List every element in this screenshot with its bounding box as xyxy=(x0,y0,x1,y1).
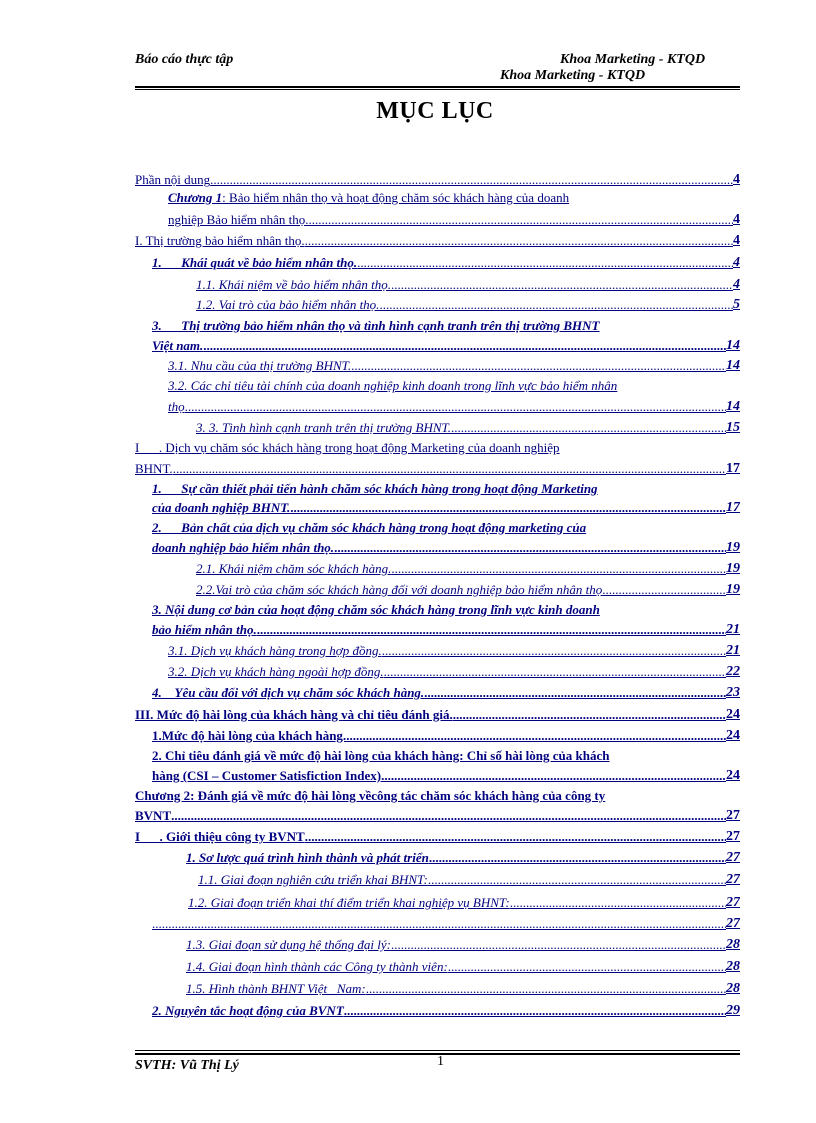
toc-entry[interactable]: 2.2.Vai trò của chăm sóc khách hàng đối với doanh nghiệp bảo hiểm nhân thọ ..... 19 xyxy=(168,581,740,599)
header-right-repeat: Khoa Marketing - KTQD xyxy=(500,68,646,83)
toc-entry[interactable]: 1.4. Giai đoạn hình thành các Công ty thành viên: ..... 28 xyxy=(152,958,740,976)
toc-entry[interactable]: nghiệp Bảo hiểm nhân thọ. ..... 4 xyxy=(168,211,740,229)
toc-entry[interactable]: 1.3. Giai đoạn sử dụng hệ thống đại lý: ..... 28 xyxy=(152,936,740,954)
toc-entry[interactable]: 2. Bản chất của dịch vụ chăm sóc khách hàng trong hoạt động marketing của xyxy=(152,520,587,535)
footer-author: SVTH: Vũ Thị Lý xyxy=(135,1058,239,1073)
header-left: Báo cáo thực tập xyxy=(135,52,234,67)
toc-entry[interactable]: BHNT. ..... 17 xyxy=(135,460,740,478)
toc-entry[interactable]: Phần nội dung ..... 4 xyxy=(135,171,740,189)
toc-entry[interactable]: 2. Chỉ tiêu đánh giá về mức độ hài lòng của khách hàng: Chỉ số hài lòng của khách xyxy=(152,748,610,763)
toc-entry[interactable]: 1.1. Khái niệm về bảo hiểm nhân thọ. ..... 4 xyxy=(168,276,740,294)
toc-entry[interactable]: 1.1. Giai đoạn nghiên cứu triển khai BHNT: ..... 27 xyxy=(152,871,740,889)
toc-entry[interactable]: 1. Sự cần thiết phải tiến hành chăm sóc khách hàng trong hoạt động Marketing xyxy=(152,481,598,496)
footer-rule-thin xyxy=(135,1050,740,1051)
toc-entry[interactable]: 3.2. Dịch vụ khách hàng ngoài hợp đồng. ..... 22 xyxy=(168,663,740,681)
page-title: MỤC LỤC xyxy=(376,98,494,124)
toc-entry[interactable]: thọ ..... 14 xyxy=(168,398,740,416)
toc-entry[interactable]: 3.2. Các chỉ tiêu tài chính của doanh nghiệp kinh doanh trong lĩnh vực bảo hiểm nhân xyxy=(168,378,618,393)
toc-entry[interactable]: Chương 1: Bảo hiểm nhân thọ và hoạt động chăm sóc khách hàng của doanh xyxy=(168,190,570,205)
toc-entry[interactable]: 3.1. Nhu cầu của thị trường BHNT. ..... 14 xyxy=(168,357,740,375)
toc-entry[interactable]: 1.Mức độ hài lòng của khách hàng. ..... 24 xyxy=(152,727,740,745)
page-number: 1 xyxy=(437,1054,444,1069)
toc-entry[interactable]: bảo hiểm nhân thọ. ..... 21 xyxy=(152,621,740,639)
toc-entry[interactable]: hàng (CSI – Customer Satisfiction Index) ..... 24 xyxy=(152,767,740,785)
toc-entry[interactable]: Chương 2: Đánh giá về mức độ hài lòng vềcông tác chăm sóc khách hàng của công ty xyxy=(135,788,606,803)
toc-entry[interactable]: 1.5. Hình thành BHNT Việt Nam: ..... 28 xyxy=(152,980,740,998)
toc-entry[interactable]: III. Mức độ hài lòng của khách hàng và chỉ tiêu đánh giá. ..... 24 xyxy=(135,706,740,724)
toc-entry[interactable]: I . Giới thiệu công ty BVNT ..... 27 xyxy=(135,828,740,846)
toc-entry[interactable]: I. Thị trường bảo hiểm nhân thọ. ..... 4 xyxy=(135,232,740,250)
toc-entry[interactable]: 3.1. Dịch vụ khách hàng trong hợp đồng. ..... 21 xyxy=(168,642,740,660)
toc-entry[interactable]: 3. Nội dung cơ bản của hoạt động chăm sóc khách hàng trong lĩnh vực kinh doanh xyxy=(152,602,600,617)
toc-entry[interactable]: 3. 3. Tình hình cạnh tranh trên thị trường BHNT. ..... 15 xyxy=(168,419,740,437)
toc-entry[interactable]: 1.2. Vai trò của bảo hiểm nhân thọ. ..... 5 xyxy=(168,296,740,314)
toc-entry[interactable]: 2. Nguyên tắc hoạt động của BVNT ..... 29 xyxy=(152,1002,740,1020)
toc-entry[interactable]: của doanh nghiệp BHNT. ..... 17 xyxy=(152,499,740,517)
header-right: Khoa Marketing - KTQD xyxy=(560,52,706,67)
toc-entry[interactable]: BVNT ..... 27 xyxy=(135,807,740,825)
toc-entry[interactable]: ..... 27 xyxy=(152,915,740,933)
toc-entry[interactable]: 1. Sơ lược quá trình hình thành và phát triển ..... 27 xyxy=(152,849,740,867)
toc-entry[interactable]: I . Dịch vụ chăm sóc khách hàng trong hoạt động Marketing của doanh nghiệp xyxy=(135,440,560,455)
toc-entry[interactable]: doanh nghiệp bảo hiểm nhân thọ. ..... 19 xyxy=(152,539,740,557)
toc-entry[interactable]: 1.2. Giai đoạn triển khai thí điểm triển khai nghiệp vụ BHNT: ..... 27 xyxy=(152,894,740,912)
toc-entry[interactable]: 2.1. Khái niệm chăm sóc khách hàng. ..... 19 xyxy=(168,560,740,578)
toc-entry[interactable]: 4. Yêu cầu đối với dịch vụ chăm sóc khách hàng. ..... 23 xyxy=(152,684,740,702)
toc-entry[interactable]: 3. Thị trường bảo hiểm nhân thọ và tình hình cạnh tranh trên thị trường BHNT xyxy=(152,318,600,333)
toc-entry[interactable]: Việt nam. ..... 14 xyxy=(152,337,740,355)
toc-entry[interactable]: 1. Khái quát về bảo hiểm nhân thọ. ..... 4 xyxy=(152,254,740,272)
